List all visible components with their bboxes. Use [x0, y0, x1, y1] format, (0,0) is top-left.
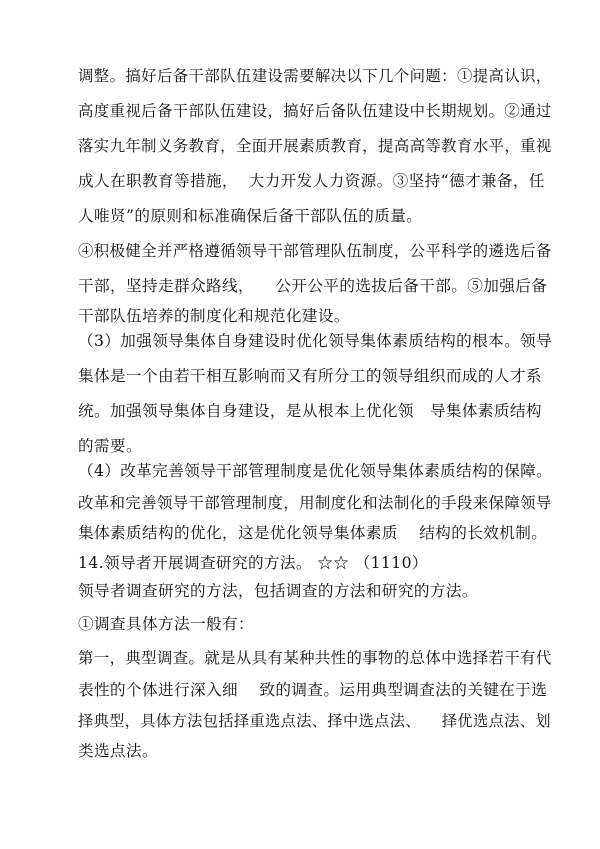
- text-line: 表性的个体进行深入细 致的调查。运用典型调查法的关键在于选: [78, 681, 548, 699]
- text-line: 集体是一个由若干相互影响而又有所分工的领导组织而成的人才系: [78, 367, 542, 385]
- text-line: （3）加强领导集体自身建设时优化领导集体素质结构的根本。领导: [78, 332, 553, 350]
- text-line: （4）改革完善领导干部管理制度是优化领导集体素质结构的保障。: [78, 462, 553, 480]
- text-line: 统。加强领导集体自身建设，是从根本上优化领 导集体素质结构: [78, 402, 542, 420]
- text-line: 的需要。: [78, 437, 142, 455]
- text-line: 干部队伍培养的制度化和规范化建设。: [78, 307, 350, 325]
- text-line: 成人在职教育等措施， 大力开发人力资源。③坚持“德才兼备，任: [78, 172, 545, 190]
- text-line: 类选点法。: [78, 742, 158, 760]
- text-line: 改革和完善领导干部管理制度，用制度化和法制化的手段来保障领导: [78, 494, 552, 512]
- text-line: 高度重视后备干部队伍建设，搞好后备队伍建设中长期规划。②通过: [78, 102, 552, 120]
- text-line: 领导者调查研究的方法，包括调查的方法和研究的方法。: [78, 582, 478, 600]
- text-line: 14.领导者开展调查研究的方法。 ☆☆ （1110）: [78, 554, 428, 572]
- text-line: 落实九年制义务教育，全面开展素质教育，提高高等教育水平，重视: [78, 137, 552, 155]
- text-line: 人唯贤”的原则和标准确保后备干部队伍的质量。: [78, 207, 423, 225]
- text-line: 干部，坚持走群众路线， 公开公平的选拔后备干部。⑤加强后备: [78, 277, 548, 295]
- text-line: 择典型，具体方法包括择重选点法、择中选点法、 择优选点法、划: [78, 712, 551, 730]
- text-line: ①调查具体方法一般有：: [78, 615, 254, 633]
- text-line: 集体素质结构的优化，这是优化领导集体素质 结构的长效机制。: [78, 524, 548, 542]
- text-line: ④积极健全并严格遵循领导干部管理队伍制度，公平科学的遴选后备: [78, 242, 552, 260]
- text-line: 第一，典型调查。就是从具有某种共性的事物的总体中选择若干有代: [78, 649, 552, 667]
- text-line: 调整。搞好后备干部队伍建设需要解决以下几个问题：①提高认识，: [78, 67, 552, 85]
